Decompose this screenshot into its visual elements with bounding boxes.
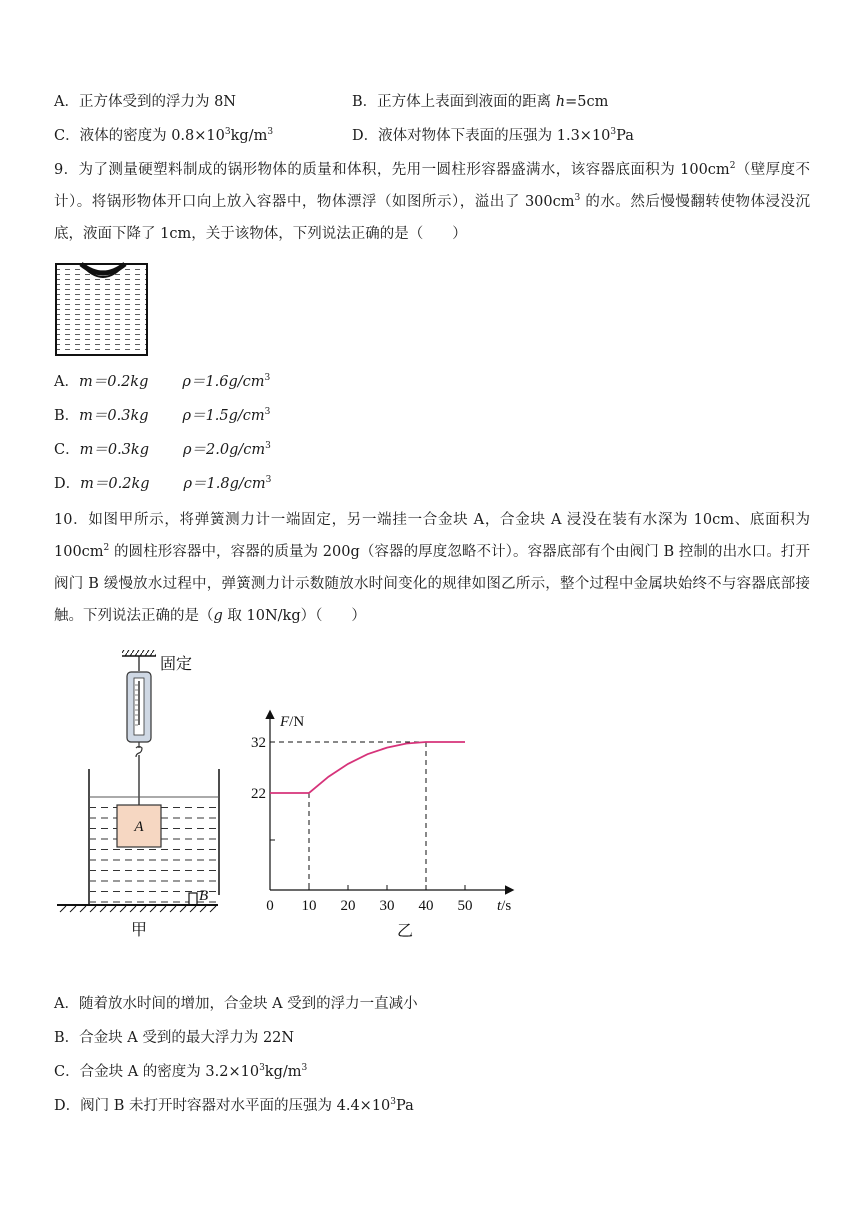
- label-fixed: 固定: [160, 656, 193, 673]
- x-tick-label: 40: [418, 898, 434, 914]
- q9-option-c: C．m＝0.3kg $\rho=2.0g/cm^3$: [54, 441, 271, 458]
- x-tick-label: 0: [266, 898, 274, 914]
- series-line: [270, 742, 465, 793]
- q9-container-figure: [54, 262, 150, 358]
- q10-option-d: D．阀门 B 未打开时容器对水平面的压强为 $4.4\times 10^3Pa$: [54, 1097, 414, 1114]
- y-tick-label: 22: [251, 786, 266, 802]
- x-tick-label: 30: [379, 898, 395, 914]
- q9-option-d: D．m＝0.2kg $\rho=1.8g/cm^3$: [54, 475, 272, 492]
- valve-label: B: [199, 888, 209, 904]
- q9-option-a: A．m＝0.2kg $\rho=1.6g/cm^3$: [54, 373, 271, 390]
- q9-stem: 9．为了测量硬塑料制成的锅形物体的质量和体积，先用一圆柱形容器盛满水，该容器底面积为 $100cm^2$（壁厚度不计）。将锅形物体开口向上放入容器中，物体漂浮（如图所示），溢出了 $300cm^3$ 的水。然后慢慢翻转使物体浸没沉底，液面下降了 1cm，关于该物体，下列说法正确的是（ ）: [54, 161, 810, 242]
- x-tick-label: 20: [340, 898, 356, 914]
- q8-option-a: A．正方体受到的浮力为 8N: [54, 94, 236, 110]
- q10-figure-jia: [52, 645, 222, 945]
- y-tick-label: 32: [251, 735, 266, 751]
- valve: [189, 893, 197, 905]
- x-tick-label: 10: [301, 898, 317, 914]
- q10-option-b: B．合金块 A 受到的最大浮力为 22N: [54, 1030, 295, 1046]
- figure-caption-jia: 甲: [130, 922, 148, 939]
- q10-chart-yi: [240, 700, 530, 945]
- q9-option-b: B．m＝0.3kg $\rho=1.5g/cm^3$: [54, 407, 271, 424]
- block-label: A: [134, 819, 144, 835]
- q8-option-b: B．正方体上表面到液面的距离 h=5cm: [352, 94, 609, 110]
- q8-option-d: D．液体对物体下表面的压强为 $1.3\times 10^3Pa$: [352, 127, 634, 144]
- q8-option-c: C．液体的密度为 $0.8\times 10^3kg/m^3$: [54, 127, 274, 144]
- x-tick-label: 50: [457, 898, 473, 914]
- figure-caption-yi: 乙: [396, 923, 414, 940]
- x-axis-label: t/s: [497, 898, 512, 914]
- y-axis-label: F/N: [280, 714, 305, 730]
- q10-option-c: C．合金块 A 的密度为 $3.2\times 10^3kg/m^3$: [54, 1063, 308, 1080]
- q10-stem: 10．如图甲所示，将弹簧测力计一端固定，另一端挂一合金块 A，合金块 A 浸没在装有水深为 10cm、底面积为 $100cm^2$ 的圆柱形容器中，容器的质量为 200g（容器的厚度忽略不计）。容器底部有个由阀门 B 控制的出水口。打开阀门 B 缓慢放水过程中，弹簧测力计示数随放水时间变化的规律如图乙所示，整个过程中金属块始终不与容器底部接触。下列说法正确的是（g 取 10N/kg）（ ）: [54, 512, 810, 624]
- q10-option-a: A．随着放水时间的增加，合金块 A 受到的浮力一直减小: [54, 996, 418, 1012]
